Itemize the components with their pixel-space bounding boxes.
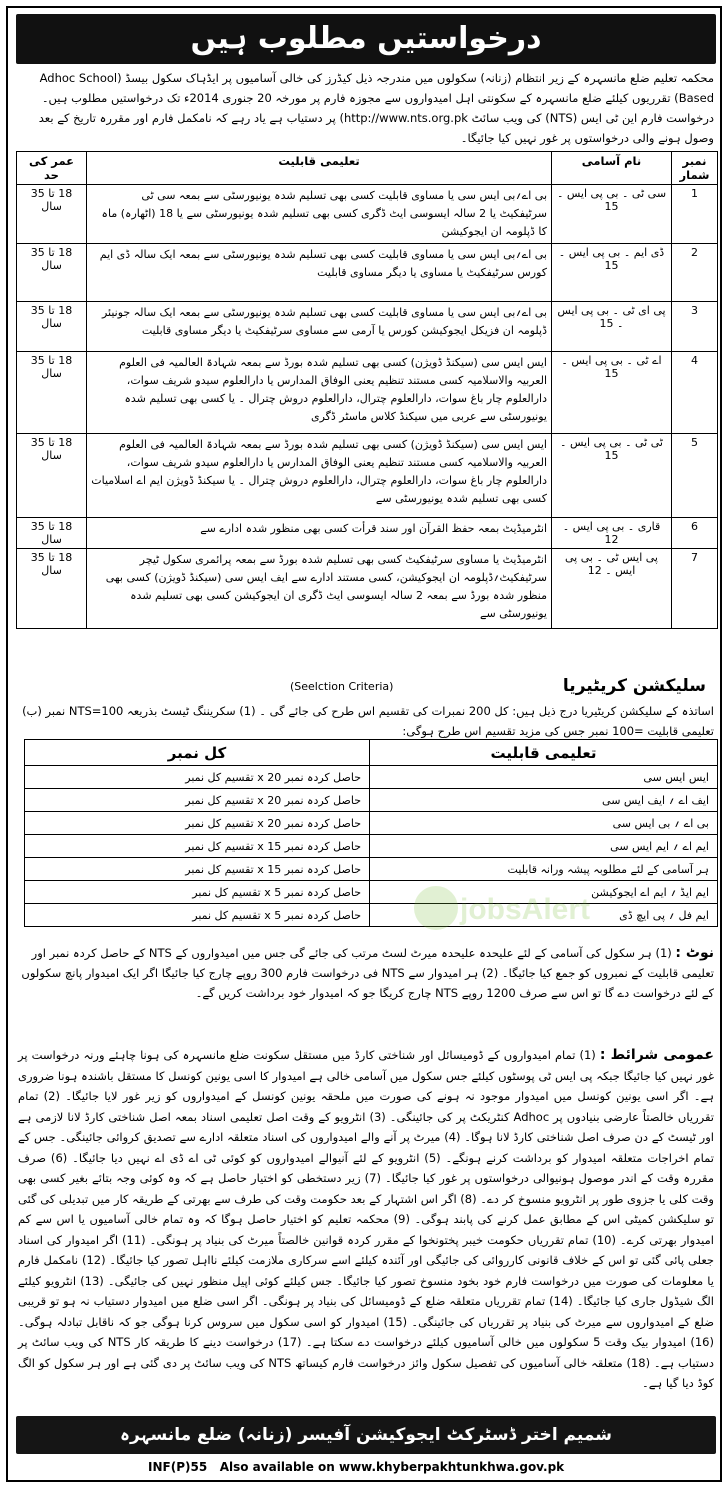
marks-formula: حاصل کردہ نمبر x 5 تقسیم کل نمبر xyxy=(25,904,370,927)
vacancy-table xyxy=(16,151,718,629)
row-age-limit: 18 تا 35 سال xyxy=(17,518,87,549)
note-label: نوٹ : xyxy=(675,945,714,961)
intro-line-3: پر دستیاب ہے یاد رہے کہ نامکمل فارم اور مقررہ تاریخ کے بعد وصول ہونے والی درخواستوں پر غور نہیں کیا جائیگا۔ xyxy=(38,111,714,145)
row-post: سی ٹی ۔ بی پی ایس ۔ 15 xyxy=(552,185,672,244)
row-serial: 3 xyxy=(672,302,718,352)
marks-formula: حاصل کردہ نمبر x 20 تقسیم کل نمبر xyxy=(25,812,370,835)
row-age-limit: 18 تا 35 سال xyxy=(17,185,87,244)
notes-section xyxy=(18,943,714,1003)
row-post: ڈی ایم ۔ بی پی ایس ۔ 15 xyxy=(552,244,672,302)
intro-line-1: محکمہ تعلیم ضلع مانسہرہ کے زیر انتظام (زنانہ) سکولوں میں مندرجہ ذیل کیڈرز کی خالی آسامیوں پر ایڈہاک سکول بیسڈ (Adhoc School Based) تقرریوں کیلئے ضلع xyxy=(39,71,714,105)
header-education: تعلیمی قابلیت xyxy=(370,740,718,766)
marks-table-header xyxy=(25,740,718,766)
row-serial: 7 xyxy=(672,549,718,629)
table-row xyxy=(25,766,718,789)
table-row xyxy=(17,518,718,549)
marks-qualification: ایم اے ؍ ایم ایس سی xyxy=(370,835,718,858)
intro-paragraph xyxy=(18,68,714,148)
marks-qualification: ہر آسامی کے لئے مطلوبہ پیشہ ورانہ قابلیت xyxy=(370,858,718,881)
general-conditions xyxy=(18,1045,714,1394)
header-total-marks: کل نمبر xyxy=(25,740,370,766)
table-row xyxy=(17,434,718,518)
marks-qualification: بی اے ؍ بی ایس سی xyxy=(370,812,718,835)
page-title: درخواستیں مطلوب ہیں xyxy=(16,14,716,64)
intro-line-2: مانسہرہ کے سکونتی اہل امیدواروں سے مجوزہ فارم پر مورخہ 20 جنوری 2014ء تک درخواستیں مطلوب ہیں۔ درخواست فارم این ٹی ایس (NTS) کی ویب سائٹ xyxy=(41,91,714,125)
selection-criteria-title: سلیکشن کریٹیریا xyxy=(562,676,706,696)
row-serial: 4 xyxy=(672,352,718,434)
row-serial: 2 xyxy=(672,244,718,302)
row-post: ٹی ٹی ۔ بی پی ایس ۔ 15 xyxy=(552,434,672,518)
table-row xyxy=(25,789,718,812)
marks-table xyxy=(24,739,718,927)
jobsalert-watermark xyxy=(410,873,610,943)
marks-formula: حاصل کردہ نمبر x 20 تقسیم کل نمبر xyxy=(25,789,370,812)
nts-url-link[interactable]: (http://www.nts.org.pk xyxy=(339,111,468,125)
selection-criteria-english: (Seelction Criteria) xyxy=(290,680,394,693)
row-serial: 5 xyxy=(672,434,718,518)
marks-qualification: ایم ایڈ ؍ ایم اے ایجوکیشن xyxy=(370,881,718,904)
marks-formula: حاصل کردہ نمبر x 15 تقسیم کل نمبر xyxy=(25,858,370,881)
header-age-limit: عمر کی حد xyxy=(17,152,87,185)
row-qualification: ایس ایس سی (سیکنڈ ڈویژن) کسی بھی تسلیم شدہ بورڈ سے بمعہ شہادۃ العالمیہ فی العلوم العربیہ والاسلامیہ کسی مستند تنظیم یعنی الوفاق المدارس یا دارالعلوم سیدو شریف سوات، دارالعلوم چار باغ سوات، دارالعلوم چترال، دارالعلوم دروش چترال ۔ یا کسی بھی تسلیم شدہ یونیورسٹی سے عربی میں سیکنڈ کلاس ماسٹر ڈگری xyxy=(87,352,552,434)
marks-qualification: ایس ایس سی xyxy=(370,766,718,789)
marks-formula: حاصل کردہ نمبر x 5 تقسیم کل نمبر xyxy=(25,881,370,904)
vacancy-table-header xyxy=(17,152,718,185)
table-row xyxy=(17,244,718,302)
row-serial: 1 xyxy=(672,185,718,244)
advertisement-page xyxy=(6,6,722,1482)
footer-website-link[interactable]: Also available on www.khyberpakhtunkhwa.gov.pk xyxy=(219,1460,565,1474)
table-row xyxy=(17,352,718,434)
general-text: (1) تمام امیدواروں کے ڈومیسائل اور شناختی کارڈ میں مستقل سکونت ضلع مانسہرہ کی ہونا چاہئے ورنہ درخواست پر غور نہیں کیا جائیگا جبکہ پی ایس ٹی پوسٹوں کیلئے جس سکول میں آسامی خالی ہے امیدوار کا اسی یونین کونسل کا مستقل باشندہ ہونا ضروری ہے۔ اگر اسی یونین کونسل میں امیدوار موجود نہ ہونے کی صورت میں ملحقہ یونین کونسل کے امیدواروں کو زیر غور لایا جائیگا۔ (2) تمام تقرریاں خالصتاً عارضی بنیادوں پر Adhoc کنٹریکٹ پر کی جائینگی۔ (3) انٹرویو کے وقت اصل تعلیمی اسناد بمعہ اصل شناختی کارڈ لانا لازمی ہے اور ٹیسٹ کے دن صرف اصل شناختی کارڈ لانا ہوگا۔ (4) میرٹ پر آنے والے امیدواروں کی اسناد متعلقہ ادارے سے تصدیق کروائی جائینگی۔ جس کے تمام اخراجات متعلقہ امیدوار کو برداشت کرنے ہونگے۔ (5) انٹرویو کے لئے آنیوالے امیدواروں کو کوئی ٹی اے ڈی اے نہیں دیا جائیگا۔ (6) صرف مقررہ وقت کے اندر موصول ہونیوالی درخواستوں پر غور کیا جائیگا۔ (7) زیر دستخطی کو اختیار حاصل ہے کہ وہ کوئی وجہ بتائے بغیر کسی بھی وقت کلی یا جزوی طور پر انٹرویو منسوخ کر دے۔ (8) اگر اس اشتہار کے بعد حکومت وقت کی طرف سے بھرتی کے طریقہ کار میں تبدیلی کی گئی تو سلیکشن کمیٹی اس کے مطابق عمل کرنے کی پابند ہوگی۔ (9) محکمہ تعلیم کو اختیار حاصل ہوگا کہ وہ تمام خالی آسامیوں یا اس سے کم امیدوار بھرتی کرے۔ (10) تمام تقرریاں حکومت خیبر پختونخوا کے مقرر کردہ قوانین خالصتاً میرٹ کی بنیاد پر ہونگی۔ (11) اگر امیدوار کی اسناد جعلی پائی گئی تو اس کے خلاف قانونی کارروائی کی جائیگی اور آئندہ کیلئے اسے سرکاری ملازمت کیلئے نااہل تصور کیا جائیگا۔ (12) نامکمل فارم یا معلومات کی صورت میں درخواست فارم خود بخود منسوخ تصور کیا جائیگا۔ جس کیلئے کوئی اپیل منظور نہیں کی جائیگی۔ (13) انٹرویو کیلئے الگ شیڈول جاری کیا جائیگا۔ (14) تمام تقرریاں متعلقہ ضلع کے ڈومیسائل کی بنیاد پر ہونگی۔ اگر اسی ضلع میں امیدوار دستیاب نہ ہو تو قریبی ضلع کے امیدواروں سے میرٹ کی بنیاد پر تقرریاں کی جائینگی۔ (15) امیدوار کو اسی سکول میں سروس کرنا ہوگی جو کہ ناقابل تبادلہ ہوگی۔ (16) امیدوار بیک وقت 5 سکولوں میں خالی آسامیوں کیلئے درخواست دے سکتا ہے۔ (17) درخواست دینے کا طریقہ کار NTS کی ویب سائٹ پر دستیاب ہے۔ (18) متعلقہ خالی آسامیوں کی تفصیل سکول وائز درخواست فارم کیساتھ NTS کی ویب سائٹ پر دی گئی ہے اور ہر سکول کو الگ کوڈ دیا گیا ہے۔ xyxy=(18,1048,715,1390)
marks-qualification: ایم فل ؍ پی ایچ ڈی xyxy=(370,904,718,927)
table-row xyxy=(17,549,718,629)
table-row xyxy=(17,302,718,352)
row-age-limit: 18 تا 35 سال xyxy=(17,434,87,518)
table-row xyxy=(17,185,718,244)
row-post: قاری ۔ بی پی ایس ۔ 12 xyxy=(552,518,672,549)
marks-qualification: ایف اے ؍ ایف ایس سی xyxy=(370,789,718,812)
table-row xyxy=(25,812,718,835)
table-row xyxy=(25,881,718,904)
row-qualification: بی اے؍بی ایس سی یا مساوی قابلیت کسی بھی تسلیم شدہ یونیورسٹی سے بمعہ ایک سالہ جونیئر ڈپلومہ ان فزیکل ایجوکیشن کورس یا آرمی سے مساوی سرٹیفکیٹ یا دیگر مساوی قابلیت xyxy=(87,302,552,352)
table-row xyxy=(25,904,718,927)
note-text: (1) ہر سکول کی آسامی کے لئے علیحدہ علیحدہ میرٹ لسٹ مرتب کی جائے گی جس میں امیدواروں کے NTS کے حاصل کردہ نمبر اور تعلیمی قابلیت کے نمبروں کو جمع کیا جائیگا۔ (2) ہر امیدوار سے NTS فی درخواست فارم 300 روپے چارج کیا جائیگا اگر ایک امیدوار پانچ سکولوں کے لئے درخواست دے گا تو اس سے صرف 1200 روپے NTS چارج کریگا جو کہ امیدوار خود برداشت کریں گے۔ xyxy=(21,946,714,1000)
header-post: نام آسامی xyxy=(552,152,672,185)
header-serial: نمبر شمار xyxy=(672,152,718,185)
marks-formula: حاصل کردہ نمبر x 20 تقسیم کل نمبر xyxy=(25,766,370,789)
row-qualification: انٹرمیڈیٹ بمعہ حفظ القرآن اور سند قرأت کسی بھی منظور شدہ ادارے سے xyxy=(87,518,552,549)
signature-bar: شمیم اختر ڈسٹرکٹ ایجوکیشن آفیسر (زنانہ) ضلع مانسہرہ xyxy=(16,1416,716,1454)
row-qualification: بی اے؍بی ایس سی یا مساوی قابلیت کسی بھی تسلیم شدہ یونیورسٹی سے بمعہ سی ٹی سرٹیفکیٹ یا 2 سالہ ایسوسی ایٹ ڈگری کسی بھی تسلیم شدہ یونیورسٹی سے یا 18 (اٹھارہ) ماہ کا ڈپلومہ ان ایجوکیشن xyxy=(87,185,552,244)
row-age-limit: 18 تا 35 سال xyxy=(17,352,87,434)
row-age-limit: 18 تا 35 سال xyxy=(17,549,87,629)
watermark-text: jobsAlert xyxy=(460,893,591,926)
row-age-limit: 18 تا 35 سال xyxy=(17,244,87,302)
row-qualification: ایس ایس سی (سیکنڈ ڈویژن) کسی بھی تسلیم شدہ بورڈ سے بمعہ شہادۃ العالمیہ فی العلوم العربیہ والاسلامیہ کسی مستند تنظیم یعنی الوفاق المدارس یا دارالعلوم سیدو شریف سوات، دارالعلوم چار باغ سوات، دارالعلوم چترال، دارالعلوم دروش چترال ۔ یا سیکنڈ ڈویژن ایم اے اسلامیات کسی بھی تسلیم شدہ یونیورسٹی سے xyxy=(87,434,552,518)
general-label: عمومی شرائط : xyxy=(599,1047,714,1063)
row-post: اے ٹی ۔ بی پی ایس ۔ 15 xyxy=(552,352,672,434)
row-post: پی ایس ٹی ۔ بی پی ایس ۔ 12 xyxy=(552,549,672,629)
footer xyxy=(8,1460,720,1474)
row-serial: 6 xyxy=(672,518,718,549)
criteria-line-1: اساتذہ کے سلیکشن کریٹیریا درج ذیل ہیں: کل 200 نمبرات کی تقسیم اس طرح کی جائے گی ۔ (1) سکریننگ ٹیسٹ بذریعہ NTS=100 نمبر (ب) تعلیمی قابلیت xyxy=(22,704,714,738)
criteria-line-2: =100 نمبر جس کی مزید تقسیم اس طرح ہوگی: xyxy=(402,724,644,738)
row-qualification: انٹرمیڈیٹ یا مساوی سرٹیفکیٹ کسی بھی تسلیم شدہ بورڈ سے بمعہ پرائمری سکول ٹیچر سرٹیفکیٹ؍ڈپلومہ ان ایجوکیشن، کسی مستند ادارے سے ایف ایس سی (سیکنڈ ڈویژن) کسی بھی منظور شدہ بورڈ سے بمعہ 2 سالہ ایسوسی ایٹ ڈگری ان ایجوکیشن کسی بھی تسلیم شدہ یونیورسٹی سے xyxy=(87,549,552,629)
selection-criteria-text xyxy=(18,701,714,741)
table-row xyxy=(25,835,718,858)
row-post: پی ای ٹی ۔ بی پی ایس ۔ 15 xyxy=(552,302,672,352)
row-qualification: بی اے؍بی ایس سی یا مساوی قابلیت کسی بھی تسلیم شدہ یونیورسٹی سے بمعہ ایک سالہ ڈی ایم کورس سرٹیفکیٹ یا مساوی یا دیگر مساوی قابلیت xyxy=(87,244,552,302)
table-row xyxy=(25,858,718,881)
footer-ref: INF(P)55 xyxy=(148,1460,208,1474)
row-age-limit: 18 تا 35 سال xyxy=(17,302,87,352)
header-qualification: تعلیمی قابلیت xyxy=(87,152,552,185)
marks-formula: حاصل کردہ نمبر x 15 تقسیم کل نمبر xyxy=(25,835,370,858)
